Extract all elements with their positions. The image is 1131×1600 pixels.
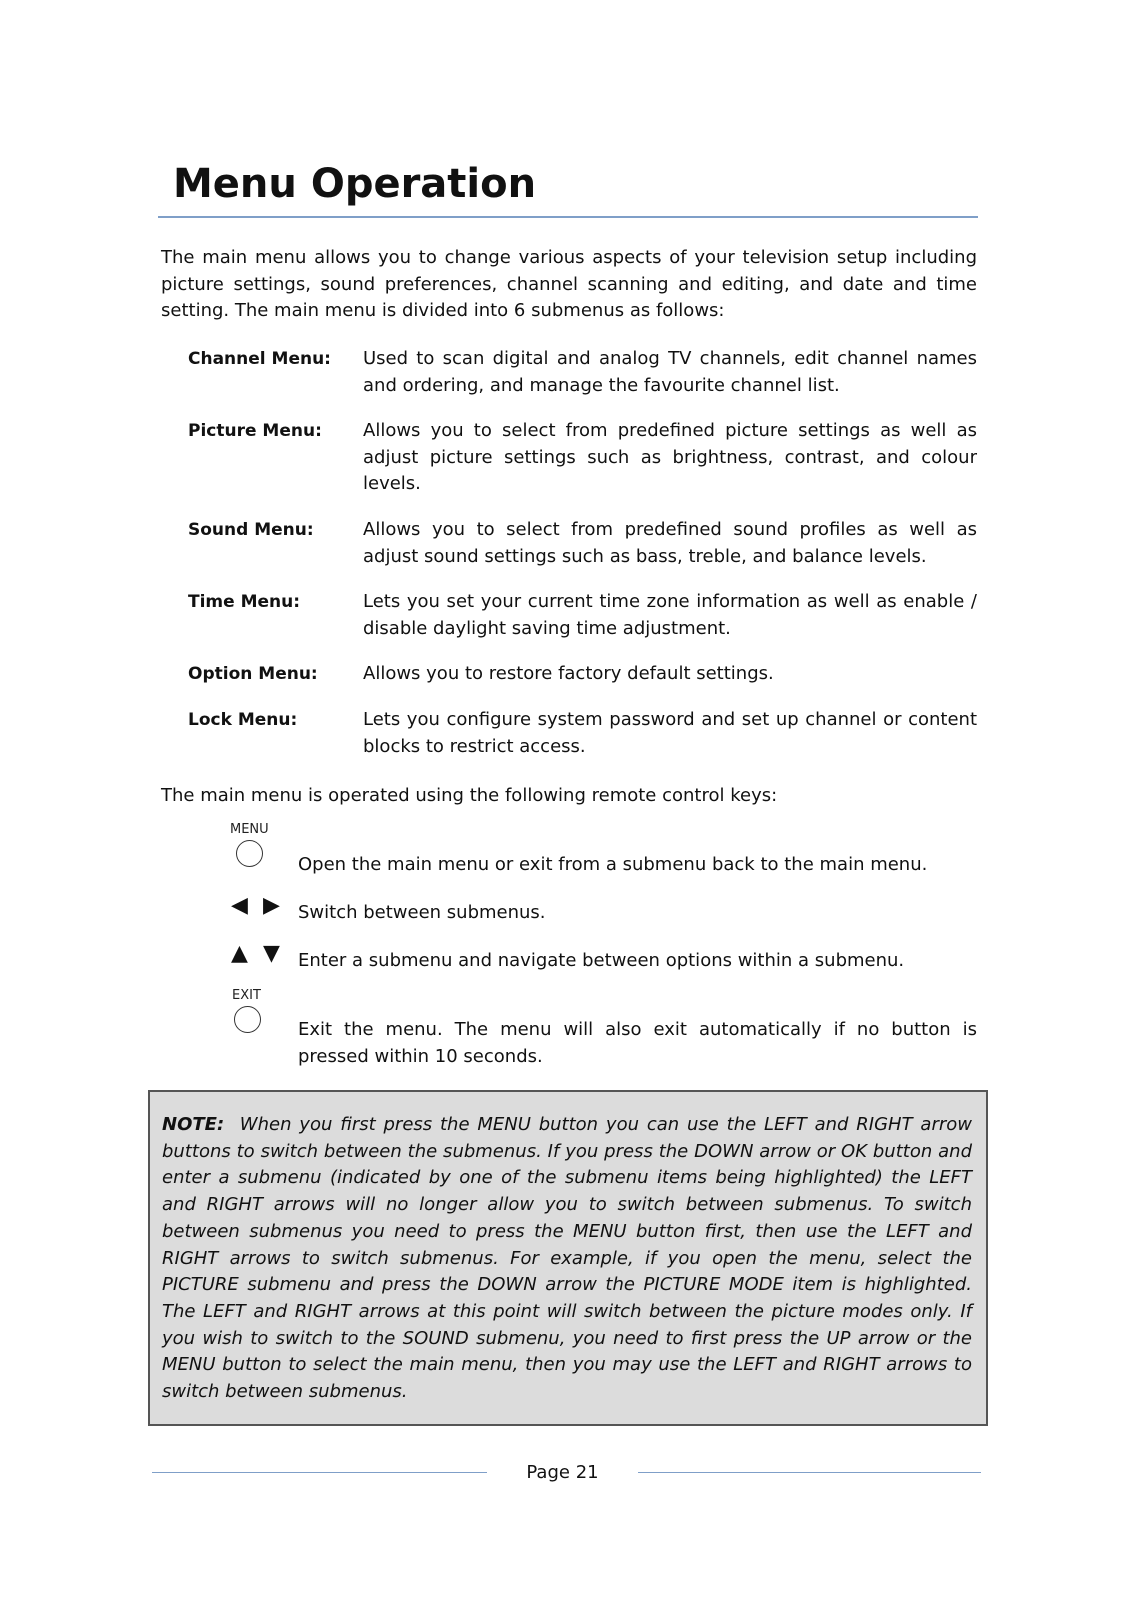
note-text [162, 1112, 972, 1406]
keys-intro: The main menu is operated using the following remote control keys: [161, 785, 778, 806]
left-right-key-description: Switch between submenus. [298, 902, 546, 923]
up-down-key-description: Enter a submenu and navigate between options within a submenu. [298, 950, 905, 971]
page-number: Page 21 [526, 1462, 599, 1483]
exit-key-caption: EXIT [232, 988, 261, 1003]
menu-item-time [188, 589, 977, 642]
exit-button-icon [234, 1006, 261, 1033]
note-box [148, 1090, 988, 1426]
note-body: When you first press the MENU button you can use the LEFT and RIGHT arrow buttons to switch between the submenus. If you press the DOWN arrow or OK button and enter a submenu (indicated by one of the submenu items being highlighted) the LEFT and RIGHT arrows will no longer allow you to switch between submenus. To switch between submenus you need to press the MENU button first, then use the LEFT and RIGHT arrows to switch submenus. For example, if you open the menu, select the PICTURE submenu and press the DOWN arrow the PICTURE MODE item is highlighted. The LEFT and RIGHT arrows at this point will switch between the picture modes only. If you wish to switch to the SOUND submenu, you need to first press the UP arrow or the MENU button to select the main menu, then you may use the LEFT and RIGHT arrows to switch between submenus. [162, 1114, 972, 1403]
menu-item-label: Lock Menu: [188, 710, 298, 730]
menu-item-label: Time Menu: [188, 592, 301, 612]
footer-rule-right [638, 1472, 981, 1473]
menu-item-channel [188, 346, 977, 399]
note-label: NOTE: [162, 1114, 225, 1135]
menu-item-description: Allows you to select from predefined picture settings as well as adjust picture settings such as brightness, contrast, and colour levels. [363, 420, 977, 494]
menu-item-description: Lets you configure system password and set up channel or content blocks to restrict access. [363, 709, 977, 757]
menu-item-description: Used to scan digital and analog TV channels, edit channel names and ordering, and manage the favourite channel list. [363, 348, 977, 396]
up-arrow-icon: ▲ [231, 941, 248, 966]
menu-item-label: Sound Menu: [188, 520, 314, 540]
menu-button-icon [236, 840, 263, 867]
menu-item-description: Allows you to restore factory default settings. [363, 663, 774, 684]
page-title: Menu Operation [173, 161, 537, 207]
intro-paragraph: The main menu allows you to change various aspects of your television setup including picture settings, sound preferences, channel scanning and editing, and date and time setting. The main menu is divided into 6 submenus as follows: [161, 247, 977, 321]
menu-item-label: Option Menu: [188, 664, 318, 684]
right-arrow-icon: ▶ [263, 893, 280, 918]
menu-item-label: Picture Menu: [188, 421, 322, 441]
menu-item-description: Allows you to select from predefined sound profiles as well as adjust sound settings such as bass, treble, and balance levels. [363, 519, 977, 567]
menu-key-description: Open the main menu or exit from a submenu back to the main menu. [298, 854, 928, 875]
menu-item-label: Channel Menu: [188, 349, 331, 369]
menu-item-picture [188, 418, 977, 498]
menu-item-lock [188, 707, 977, 760]
footer-rule-left [152, 1472, 487, 1473]
menu-item-sound [188, 517, 977, 570]
left-arrow-icon: ◀ [231, 893, 248, 918]
down-arrow-icon: ▼ [263, 941, 280, 966]
menu-item-option [188, 661, 977, 688]
exit-key-description: Exit the menu. The menu will also exit automatically if no button is pressed within 10 seconds. [298, 1019, 977, 1067]
menu-key-caption: MENU [230, 822, 269, 837]
menu-item-description: Lets you set your current time zone information as well as enable / disable daylight saving time adjustment. [363, 591, 977, 639]
title-divider [158, 216, 978, 218]
